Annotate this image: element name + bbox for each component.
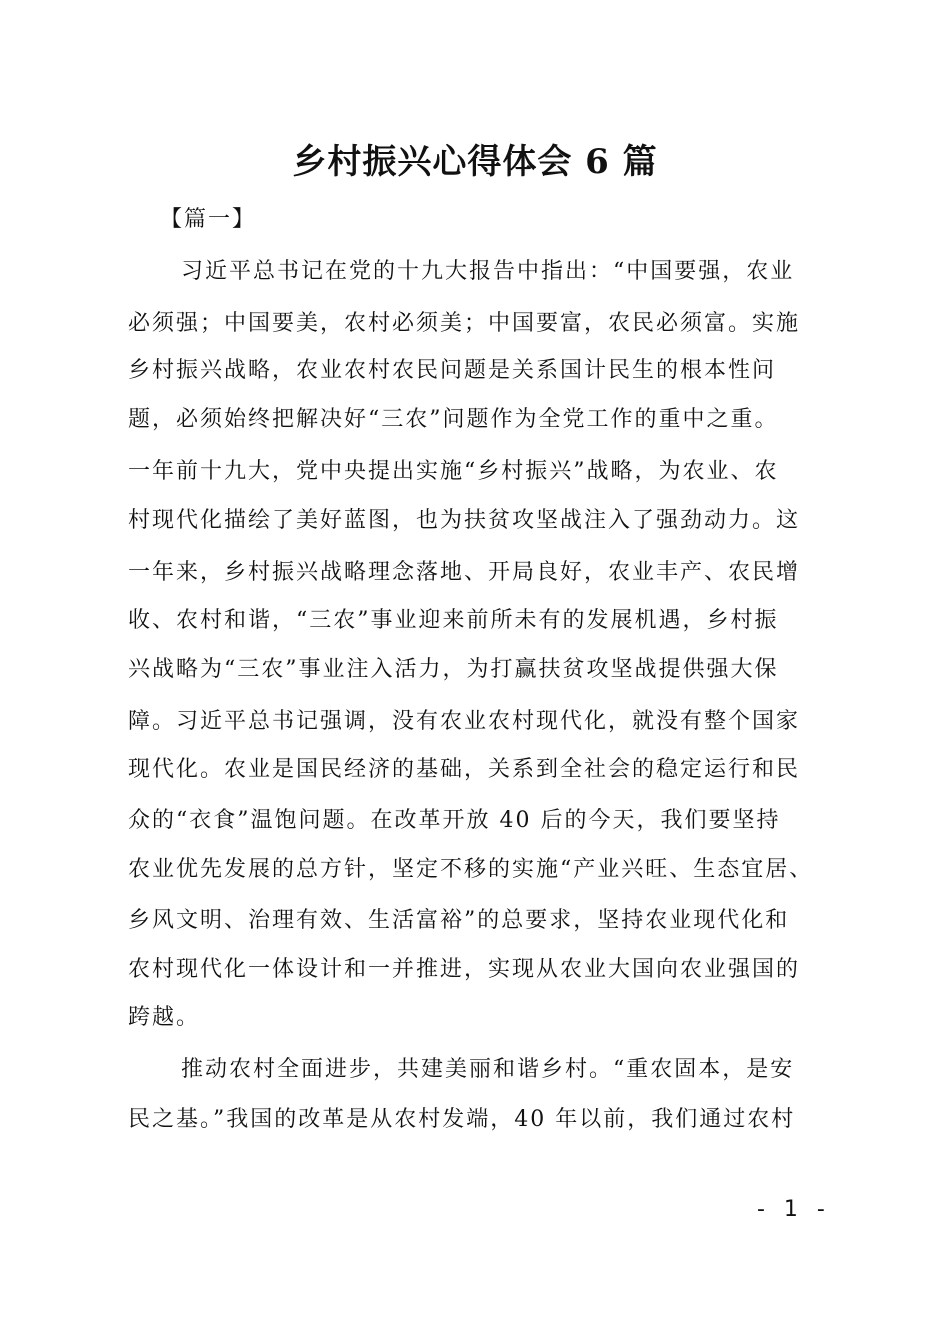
paragraph-1-line-12: 众的“衣食”温饱问题。在改革开放 40 后的今天，我们要坚持 [128, 808, 781, 833]
paragraph-1-line-8: 收、农村和谐，“三农”事业迎来前所未有的发展机遇，乡村振 [128, 608, 779, 633]
paragraph-1-line-10: 障。习近平总书记强调，没有农业农村现代化，就没有整个国家 [128, 709, 801, 734]
paragraph-1-line-2: 必须强；中国要美，农村必须美；中国要富，农民必须富。实施 [128, 311, 801, 336]
paragraph-1-line-16: 跨越。 [128, 1005, 201, 1030]
section-heading: 【篇一】 [160, 207, 257, 232]
paragraph-1-line-13: 农业优先发展的总方针，坚定不移的实施“产业兴旺、生态宜居、 [128, 857, 814, 882]
paragraph-1-line-14: 乡风文明、治理有效、生活富裕”的总要求，坚持农业现代化和 [128, 908, 790, 933]
page-number: - 1 - [757, 1197, 831, 1222]
paragraph-1-line-7: 一年来，乡村振兴战略理念落地、开局良好，农业丰产、农民增 [128, 560, 801, 585]
paragraph-1-line-15: 农村现代化一体设计和一并推进，实现从农业大国向农业强国的 [128, 957, 801, 982]
paragraph-1-line-11: 现代化。农业是国民经济的基础，关系到全社会的稳定运行和民 [128, 757, 801, 782]
paragraph-2-line-1: 推动农村全面进步，共建美丽和谐乡村。“重农固本，是安 [181, 1057, 795, 1082]
paragraph-2-line-2: 民之基。”我国的改革是从农村发端，40 年以前，我们通过农村 [128, 1107, 796, 1132]
paragraph-1-line-4: 题，必须始终把解决好“三农”问题作为全党工作的重中之重。 [128, 407, 779, 432]
paragraph-1-line-3: 乡村振兴战略，农业农村农民问题是关系国计民生的根本性问 [128, 358, 777, 383]
paragraph-1-line-6: 村现代化描绘了美好蓝图，也为扶贫攻坚战注入了强劲动力。这 [128, 508, 801, 533]
paragraph-1-line-9: 兴战略为“三农”事业注入活力，为打赢扶贫攻坚战提供强大保 [128, 657, 779, 682]
document-title: 乡村振兴心得体会 6 篇 [292, 142, 658, 182]
paragraph-1-line-1: 习近平总书记在党的十九大报告中指出：“中国要强，农业 [181, 259, 795, 284]
paragraph-1-line-5: 一年前十九大，党中央提出实施“乡村振兴”战略，为农业、农 [128, 459, 779, 484]
